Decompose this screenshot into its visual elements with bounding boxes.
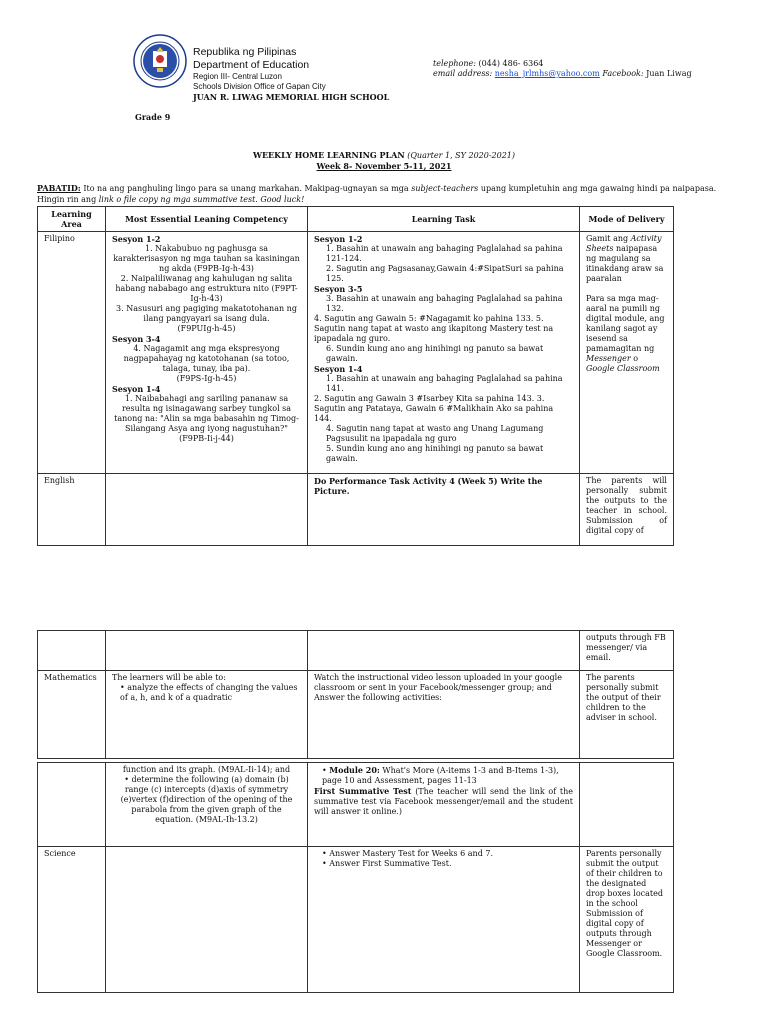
task-item: 5. Sundin kung ano ang hinihingi ng panuto sa bawat gawain. [326,444,544,463]
science-competency [106,847,308,993]
math-area: Mathematics [38,671,106,759]
science-task-text: Answer First Summative Test. [329,859,452,868]
comp-item: 1. Naibabahagi ang sariling pananaw sa resulta ng isinagawang sarbey tungkol sa tanong na: "Alin sa mga babasahin ng Timog-Silangang Asya ang iyong nagustuhan?" (F9PB-Ii-j-44) [114,394,299,443]
math-task-bullet [314,765,573,786]
math-comp-intro: The learners will be able to: [112,673,226,682]
english-mode-continued: outputs through FB messenger/ via email. [580,631,674,671]
task-item: 1. Basahin at unawain ang bahaging Paglalahad sa pahina 121-124. [326,244,563,263]
task-item: 4. Sagutin nang tapat at wasto ang Unang Lagumang Pagsusulit na ipapadala ng guro [326,424,544,443]
task-item: 2. Sagutin ang Gawain 3 #Isarbey Kita sa pahina 143. 3. Sagutin ang Patataya, Gawain 6 #Malikhain Ako sa pahina 144. [314,394,554,423]
math-module-label: Module 20: [329,765,380,775]
table-header-row [38,207,674,232]
summative-text: (The teacher will send the link of the summative test via Facebook messenger/email and the student will answer it online.) [314,787,573,816]
science-task-text: Answer Mastery Test for Weeks 6 and 7. [329,849,493,858]
comp-item: 1. Nakabubuo ng paghusga sa karakterisasyon ng mga tauhan sa kasiningan ng akda (F9PB-Ig-h-43) [113,244,300,273]
pabatid-text-2: upang kumpletuhin ang mga gawaing hindi pa naipapasa. Hingin rin ang [37,184,717,204]
empty-cell [106,631,308,671]
empty-cell [38,631,106,671]
comp-session-heading: Sesyon 3-4 [112,334,161,344]
deped-seal-logo [133,34,187,88]
republic-text: Republika ng Pilipinas [193,46,297,58]
summative-label: First Summative Test [314,786,412,796]
science-task-bullet [314,859,573,869]
telephone-label: telephone: [433,59,476,68]
math-competency [106,671,308,759]
header-learning-area: Learning Area [38,207,106,232]
plan-week: Week 8- November 5-11, 2021 [316,161,452,171]
mode-text: Messenger [586,354,631,363]
plan-table-page-3 [37,762,674,993]
header-mode-of-delivery: Mode of Delivery [580,207,674,232]
pabatid-italic-1: subject-teachers [411,184,479,193]
filipino-task [308,232,580,474]
task-session-heading: Sesyon 1-4 [314,364,363,374]
header-competency: Most Essential Leaning Competency [106,207,308,232]
empty-cell [580,763,674,847]
comp-session-heading: Sesyon 1-4 [112,384,161,394]
math-task: Watch the instructional video lesson uploaded in your google classroom or sent in your Facebook/messenger group; and Answer the following activities: [308,671,580,759]
facebook-label: Facebook: [602,69,644,78]
math-comp-text: analyze the effects of changing the values of a, h, and k of a quadratic [120,683,298,702]
comp-session-heading: Sesyon 1-2 [112,234,161,244]
telephone-line [433,59,692,69]
table-row-mathematics-continued [38,763,674,847]
school-name: JUAN R. LIWAG MEMORIAL HIGH SCHOOL [193,92,390,102]
table-row-english-continued [38,631,674,671]
pabatid-label: PABATID: [37,183,81,193]
task-item: 2. Sagutin ang Pagsasanay,Gawain 4:#SipatSuri sa pahina 125. [326,264,564,283]
bullet-icon: • [322,859,327,868]
plan-title [0,150,768,171]
math-comp-bullet [112,683,301,703]
task-item: 4. Sagutin ang Gawain 5: #Nagagamit ko pahina 133. 5. Sagutin nang tapat at wasto ang ikapitong Mastery test na ipapadala ng guro. [314,314,554,343]
header-learning-task: Learning Task [308,207,580,232]
comp-code: (F9PUIg-h-45) [177,324,236,333]
task-item: 3. Basahin at unawain ang bahaging Paglalahad sa pahina 132. [326,294,563,313]
table-row-english [38,474,674,546]
english-mode: The parents will personally submit the outputs to the teacher in school. Submission of digital copy of [580,474,674,546]
math-task-continued [308,763,580,847]
comp-item: 3. Nasusuri ang pagiging makatotohanan ng ilang pangyayari sa isang dula. [116,304,297,323]
math-comp-text: determine the following (a) domain (b) range (c) intercepts (d)axis of symmetry (e)vertex (f)direction of the opening of the parabola from the given graph of the equation. (M9AL-Ih-13.2) [120,775,293,824]
telephone-number: (044) 486- 6364 [478,59,544,68]
math-summative [314,786,573,817]
science-area: Science [38,847,106,993]
comp-item: 2. Naipaliliwanag ang kahulugan ng salita habang nababago ang estruktura nito (F9PT-Ig-h-43) [115,274,298,303]
plan-title-quarter: (Quarter 1, SY 2020-2021) [407,151,516,160]
math-mode: The parents personally submit the output of their children to the adviser in school. [580,671,674,759]
english-area: English [38,474,106,546]
email-line [433,69,692,79]
email-link[interactable]: nesha_jrlmhs@yahoo.com [494,69,600,78]
facebook-name: Juan Liwag [646,69,692,78]
english-competency [106,474,308,546]
filipino-area: Filipino [38,232,106,474]
task-item: 6. Sundin kung ano ang hinihingi ng panuto sa bawat gawain. [326,344,544,363]
science-mode: Parents personally submit the output of their children to the designated drop boxes located in the school Submission of digital copy of outputs through Messenger or Google Classroom. [580,847,674,993]
mode-text: Activity Sheets [586,234,662,253]
plan-table-page-2 [37,630,674,759]
science-task-bullet [314,849,573,859]
comp-code: (F9PS-Ig-h-45) [176,374,237,383]
bullet-icon: • [322,766,327,775]
mode-text: naipapasa ng magulang sa itinakdang araw sa paaralan [586,244,664,283]
email-label: email address: [433,69,493,78]
task-session-heading: Sesyon 3-5 [314,284,363,294]
contact-info [433,59,692,79]
math-comp-cont: function and its graph. (M9AL-Ii-14); and [122,765,291,774]
letterhead [193,46,389,102]
division-text: Schools Division Office of Gapan City [193,82,326,91]
task-item: 1. Basahin at unawain ang bahaging Paglalahad sa pahina 141. [326,374,563,393]
pabatid-italic-2: link o file copy ng mga summative test. Good luck! [98,195,305,204]
empty-cell [38,763,106,847]
mode-paragraph-2 [586,294,667,374]
math-competency-continued [106,763,308,847]
department-text: Department of Education [193,59,310,71]
bullet-icon: • [322,849,327,858]
table-row-filipino [38,232,674,474]
science-task [308,847,580,993]
filipino-mode [580,232,674,474]
pabatid-notice [37,183,737,205]
plan-title-main: WEEKLY HOME LEARNING PLAN [252,150,405,160]
english-task: Do Performance Task Activity 4 (Week 5) Write the Picture. [308,474,580,546]
pabatid-text-1: Ito na ang panghuling lingo para sa unang markahan. Makipag-ugnayan sa mga [83,184,409,193]
task-session-heading: Sesyon 1-2 [314,234,363,244]
bullet-icon: • [124,775,129,784]
mode-text: o [633,354,639,363]
region-text: Region III- Central Luzon [193,72,282,81]
empty-cell [308,631,580,671]
comp-item: 4. Nagagamit ang mga ekspresyong nagpapahayag ng katotohanan (sa totoo, talaga, tunay, iba pa). [123,344,290,373]
mode-text: Para sa mga mag-aaral na pumili ng digital module, ang kanilang sagot ay isesend sa pamamagitan ng [586,294,665,353]
mode-text: Gamit ang [586,234,629,243]
math-module-text: What's More (A-items 1-3 and B-Items 1-3), page 10 and Assessment, pages 11-13 [322,766,559,785]
grade-label: Grade 9 [135,112,171,122]
mode-text: Google Classroom [586,364,660,373]
table-row-mathematics [38,671,674,759]
math-comp-bullet [112,775,301,825]
table-row-science [38,847,674,993]
plan-table-page-1 [37,206,674,546]
filipino-competency [106,232,308,474]
mode-paragraph-1 [586,234,667,284]
bullet-icon: • [120,683,125,692]
